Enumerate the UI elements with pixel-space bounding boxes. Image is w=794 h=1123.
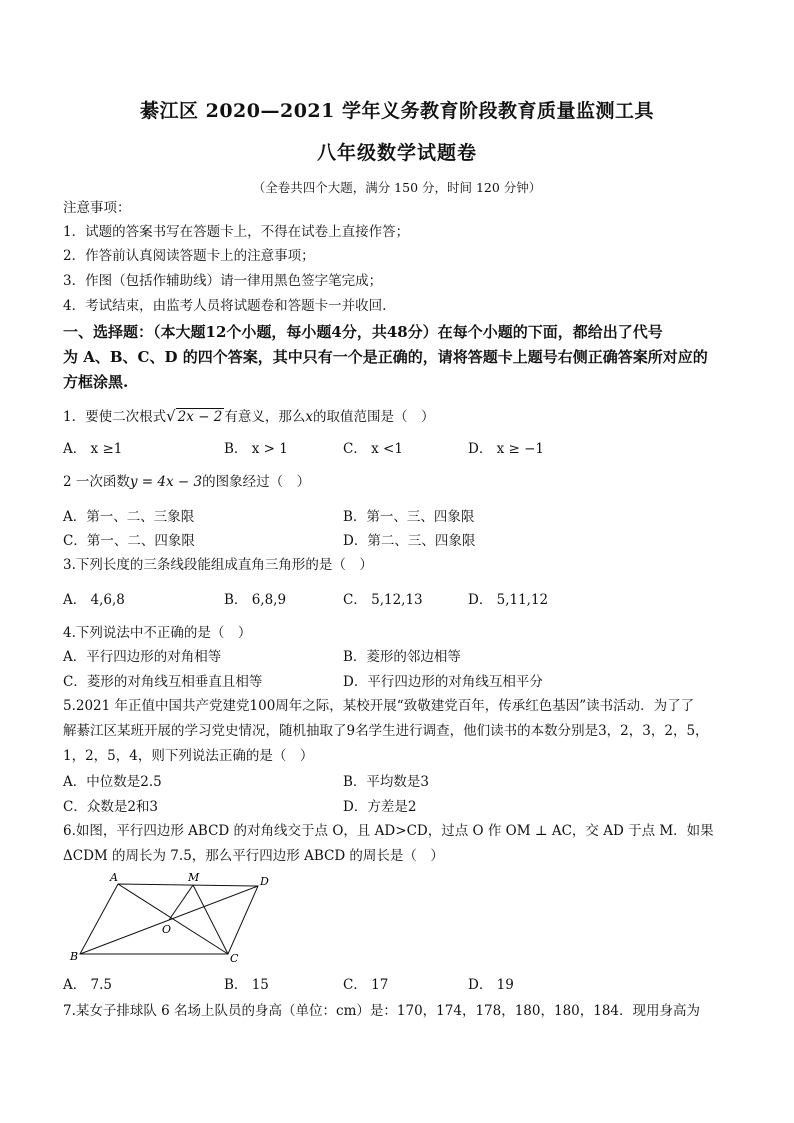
q1-radicand: 2x − 2 [177,409,223,425]
parallelogram-figure [60,870,280,970]
q4-option-a: A．平行四边形的对角相等 [63,649,222,665]
note-item: 4．考试结束，由监考人员将试题卷和答题卡一并收回. [63,298,387,314]
q1-tail: 的取值范围是（ ） [312,409,435,425]
q1-option-c: C． x <1 [343,441,403,457]
q6-option-b: B． 15 [224,977,269,993]
label-a: A [110,871,118,884]
label-d: D [260,875,269,888]
label-c: C [230,952,239,965]
question-7-line: 7.某女子排球队 6 名场上队员的身高（单位：cm）是：170，174，178，180，180，184．现用身高为 [63,1003,701,1019]
q2-option-b: B．第一、三、四象限 [343,509,475,525]
q1-option-d: D． x ≥ −1 [468,441,545,457]
q5-option-c: C．众数是2和3 [63,799,159,815]
q1-suffix: 有意义，那么 [224,409,306,425]
q3-option-c: C． 5,12,13 [343,592,423,608]
q2-expr: y = 4x − 3 [129,474,203,490]
question-1-stem [63,407,434,426]
exam-subtitle-title: 八年级数学试题卷 [316,142,477,164]
q5-option-d: D．方差是2 [343,799,417,815]
question-5-line: 解綦江区某班开展的学习党史情况，随机抽取了9名学生进行调查，他们读书的本数分别是3，2，3，2，5， [63,723,709,739]
note-item: 2．作答前认真阅读答题卡上的注意事项； [63,248,315,264]
q4-option-d: D．平行四边形的对角线互相平分 [343,674,543,690]
segment-cm [193,885,228,954]
sqrt-symbol: √ [166,407,176,425]
question-5-line: 1，2，5，4，则下列说法正确的是（ ） [63,748,314,764]
label-b: B [70,950,79,963]
exam-info: （全卷共四个大题，满分 150 分，时间 120 分钟） [252,180,542,195]
question-2-stem [63,473,310,491]
question-4-stem: 4.下列说法中不正确的是（ ） [63,625,252,641]
q5-option-b: B．平均数是3 [343,774,430,790]
q3-option-a: A． 4,6,8 [63,592,125,608]
label-m: M [188,871,200,884]
q1-option-a: A． x ≥1 [63,441,123,457]
exam-title: 綦江区 2020—2021 学年义务教育阶段教育质量监测工具 [140,100,654,122]
q1-var: x [305,409,313,425]
section-heading: 一、选择题：（本大题12个小题，每小题4分，共48分）在每个小题的下面，都给出了代号 [63,323,663,341]
segment-om [169,885,193,920]
question-6-line: ΔCDM 的周长为 7.5，那么平行四边形 ABCD 的周长是（ ） [63,848,444,864]
q2-tail: 的图象经过（ ） [202,474,311,490]
notes-heading: 注意事项： [63,200,131,216]
q6-option-d: D． 19 [468,977,514,993]
question-3-stem: 3.下列长度的三条线段能组成直角三角形的是（ ） [63,557,373,573]
q6-option-a: A． 7.5 [63,977,113,993]
question-5-line: 5.2021 年正值中国共产党建党100周年之际，某校开展“致敬建党百年，传承红色基因”读书活动．为了了 [63,698,695,714]
label-o: O [162,923,172,936]
q1-option-b: B． x > 1 [224,441,288,457]
q6-option-c: C． 17 [343,977,389,993]
q4-option-c: C．菱形的对角线互相垂直且相等 [63,674,263,690]
q2-prefix: 2 一次函数 [63,474,130,490]
note-item: 1．试题的答案书写在答题卡上，不得在试卷上直接作答； [63,224,410,240]
q2-option-c: C．第一、二、四象限 [63,533,195,549]
question-6-line: 6.如图，平行四边形 ABCD 的对角线交于点 O，且 AD>CD，过点 O 作 OM ⊥ AC，交 AD 于点 M．如果 [63,823,714,839]
q2-option-a: A．第一、二、三象限 [63,509,195,525]
section-heading: 为 A、B、C、D 的四个答案，其中只有一个是正确的，请将答题卡上题号右侧正确答案所对应的 [63,348,708,366]
q3-option-b: B． 6,8,9 [224,592,287,608]
q5-option-a: A．中位数是2.5 [63,774,162,790]
section-heading: 方框涂黑. [63,373,129,391]
q3-option-d: D． 5,11,12 [468,592,549,608]
q4-option-b: B．菱形的邻边相等 [343,649,461,665]
q2-option-d: D．第二、三、四象限 [343,533,476,549]
note-item: 3．作图（包括作辅助线）请一律用黑色签字笔完成； [63,273,383,289]
q1-prefix: 1．要使二次根式 [63,409,167,425]
